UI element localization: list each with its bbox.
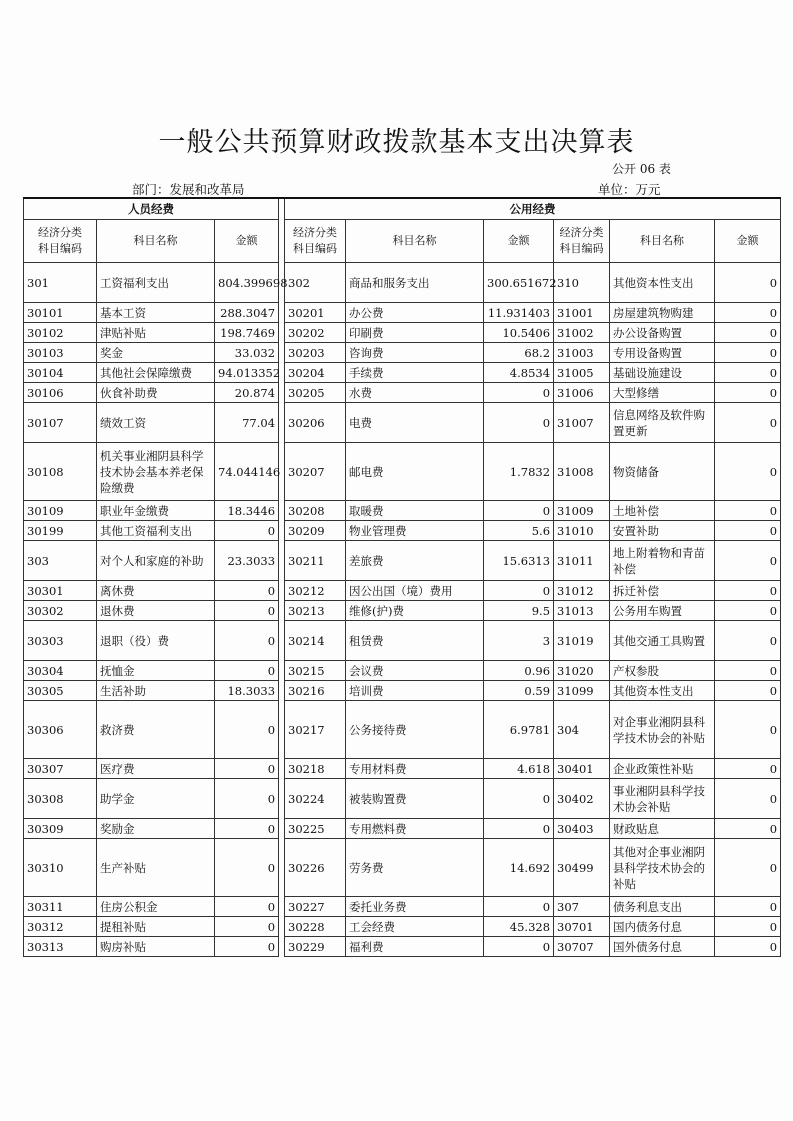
header-amount: 金额 xyxy=(484,220,554,263)
name-cell: 被装购置费 xyxy=(346,779,484,819)
code-cell: 30402 xyxy=(554,779,610,819)
amount-cell: 198.7469 xyxy=(215,323,279,343)
name-cell: 租赁费 xyxy=(346,621,484,661)
code-cell: 30202 xyxy=(285,323,346,343)
code-cell: 30305 xyxy=(24,681,97,701)
table-row xyxy=(24,661,781,681)
code-cell: 31007 xyxy=(554,403,610,443)
name-cell: 救济费 xyxy=(97,701,215,759)
amount-cell: 0 xyxy=(215,601,279,621)
amount-cell: 0 xyxy=(715,263,781,303)
code-cell: 30205 xyxy=(285,383,346,403)
header-name: 科目名称 xyxy=(610,220,715,263)
table-row xyxy=(24,621,781,661)
code-cell: 304 xyxy=(554,701,610,759)
header-amount: 金额 xyxy=(715,220,781,263)
name-cell: 企业政策性补贴 xyxy=(610,759,715,779)
code-cell: 30499 xyxy=(554,839,610,897)
code-cell: 30301 xyxy=(24,581,97,601)
code-cell: 30224 xyxy=(285,779,346,819)
name-cell: 奖金 xyxy=(97,343,215,363)
code-cell: 30213 xyxy=(285,601,346,621)
name-cell: 基本工资 xyxy=(97,303,215,323)
name-cell: 福利费 xyxy=(346,937,484,957)
name-cell: 专用燃料费 xyxy=(346,819,484,839)
name-cell: 邮电费 xyxy=(346,443,484,501)
amount-cell: 0 xyxy=(484,383,554,403)
name-cell: 债务利息支出 xyxy=(610,897,715,917)
table-row xyxy=(24,541,781,581)
name-cell: 水费 xyxy=(346,383,484,403)
code-cell: 30310 xyxy=(24,839,97,897)
amount-cell: 0 xyxy=(484,779,554,819)
table-row xyxy=(24,779,781,819)
amount-cell: 0 xyxy=(715,323,781,343)
amount-cell: 14.692 xyxy=(484,839,554,897)
name-cell: 其他资本性支出 xyxy=(610,263,715,303)
code-cell: 30107 xyxy=(24,403,97,443)
table-row xyxy=(24,263,781,303)
name-cell: 产权参股 xyxy=(610,661,715,681)
amount-cell: 0 xyxy=(215,917,279,937)
name-cell: 其他工资福利支出 xyxy=(97,521,215,541)
name-cell: 医疗费 xyxy=(97,759,215,779)
code-cell: 30109 xyxy=(24,501,97,521)
amount-cell: 0 xyxy=(215,661,279,681)
table-row xyxy=(24,601,781,621)
code-cell: 30229 xyxy=(285,937,346,957)
name-cell: 离休费 xyxy=(97,581,215,601)
code-cell: 31001 xyxy=(554,303,610,323)
name-cell: 专用材料费 xyxy=(346,759,484,779)
name-cell: 对企事业湘阴县科学技术协会的补贴 xyxy=(610,701,715,759)
name-cell: 住房公积金 xyxy=(97,897,215,917)
amount-cell: 804.399698 xyxy=(215,263,279,303)
code-cell: 30307 xyxy=(24,759,97,779)
amount-cell: 300.651672 xyxy=(484,263,554,303)
name-cell: 咨询费 xyxy=(346,343,484,363)
name-cell: 生活补助 xyxy=(97,681,215,701)
table-row xyxy=(24,343,781,363)
name-cell: 办公费 xyxy=(346,303,484,323)
code-cell: 30215 xyxy=(285,661,346,681)
header-amount: 金额 xyxy=(215,220,279,263)
code-cell: 30102 xyxy=(24,323,97,343)
name-cell: 差旅费 xyxy=(346,541,484,581)
code-cell: 31002 xyxy=(554,323,610,343)
table-row xyxy=(24,819,781,839)
amount-cell: 10.5406 xyxy=(484,323,554,343)
amount-cell: 0 xyxy=(715,897,781,917)
name-cell: 大型修缮 xyxy=(610,383,715,403)
name-cell: 安置补助 xyxy=(610,521,715,541)
amount-cell: 0 xyxy=(715,403,781,443)
code-cell: 30226 xyxy=(285,839,346,897)
code-cell: 30106 xyxy=(24,383,97,403)
name-cell: 印刷费 xyxy=(346,323,484,343)
amount-cell: 0 xyxy=(715,661,781,681)
code-cell: 30311 xyxy=(24,897,97,917)
code-cell: 30309 xyxy=(24,819,97,839)
code-cell: 30108 xyxy=(24,443,97,501)
header-name: 科目名称 xyxy=(97,220,215,263)
code-cell: 30302 xyxy=(24,601,97,621)
code-cell: 31099 xyxy=(554,681,610,701)
name-cell: 基础设施建设 xyxy=(610,363,715,383)
name-cell: 事业湘阴县科学技术协会补贴 xyxy=(610,779,715,819)
amount-cell: 45.328 xyxy=(484,917,554,937)
name-cell: 伙食补助费 xyxy=(97,383,215,403)
code-cell: 30214 xyxy=(285,621,346,661)
amount-cell: 0 xyxy=(215,759,279,779)
amount-cell: 0 xyxy=(484,819,554,839)
amount-cell: 18.3033 xyxy=(215,681,279,701)
amount-cell: 20.874 xyxy=(215,383,279,403)
code-cell: 30199 xyxy=(24,521,97,541)
amount-cell: 4.618 xyxy=(484,759,554,779)
name-cell: 培训费 xyxy=(346,681,484,701)
code-cell: 30227 xyxy=(285,897,346,917)
page-title: 一般公共预算财政拨款基本支出决算表 xyxy=(158,127,635,158)
name-cell: 助学金 xyxy=(97,779,215,819)
code-cell: 31011 xyxy=(554,541,610,581)
table-row xyxy=(24,581,781,601)
name-cell: 劳务费 xyxy=(346,839,484,897)
code-cell: 30101 xyxy=(24,303,97,323)
name-cell: 电费 xyxy=(346,403,484,443)
name-cell: 国内债务付息 xyxy=(610,917,715,937)
table-row xyxy=(24,303,781,323)
name-cell: 商品和服务支出 xyxy=(346,263,484,303)
amount-cell: 0 xyxy=(715,621,781,661)
table-row xyxy=(24,443,781,501)
amount-cell: 0 xyxy=(715,759,781,779)
table-row xyxy=(24,839,781,897)
amount-cell: 0 xyxy=(484,937,554,957)
amount-cell: 94.013352 xyxy=(215,363,279,383)
name-cell: 职业年金缴费 xyxy=(97,501,215,521)
name-cell: 其他交通工具购置 xyxy=(610,621,715,661)
name-cell: 会议费 xyxy=(346,661,484,681)
table-row xyxy=(24,383,781,403)
name-cell: 维修(护)费 xyxy=(346,601,484,621)
name-cell: 拆迁补偿 xyxy=(610,581,715,601)
group-personnel: 人员经费 xyxy=(24,198,279,220)
amount-cell: 0 xyxy=(715,581,781,601)
code-cell: 310 xyxy=(554,263,610,303)
amount-cell: 1.7832 xyxy=(484,443,554,501)
name-cell: 机关事业湘阴县科学技术协会基本养老保险缴费 xyxy=(97,443,215,501)
amount-cell: 15.6313 xyxy=(484,541,554,581)
name-cell: 因公出国（境）费用 xyxy=(346,581,484,601)
amount-cell: 0 xyxy=(484,403,554,443)
name-cell: 工会经费 xyxy=(346,917,484,937)
name-cell: 生产补贴 xyxy=(97,839,215,897)
header-name: 科目名称 xyxy=(346,220,484,263)
amount-cell: 23.3033 xyxy=(215,541,279,581)
amount-cell: 0 xyxy=(715,681,781,701)
amount-cell: 74.044146 xyxy=(215,443,279,501)
code-cell: 303 xyxy=(24,541,97,581)
code-cell: 30203 xyxy=(285,343,346,363)
name-cell: 物业管理费 xyxy=(346,521,484,541)
name-cell: 奖励金 xyxy=(97,819,215,839)
amount-cell: 0 xyxy=(715,917,781,937)
amount-cell: 288.3047 xyxy=(215,303,279,323)
code-cell: 30225 xyxy=(285,819,346,839)
code-cell: 30206 xyxy=(285,403,346,443)
code-cell: 30211 xyxy=(285,541,346,581)
name-cell: 津贴补贴 xyxy=(97,323,215,343)
name-cell: 手续费 xyxy=(346,363,484,383)
code-cell: 30218 xyxy=(285,759,346,779)
amount-cell: 0 xyxy=(484,897,554,917)
amount-cell: 0 xyxy=(715,501,781,521)
name-cell: 对个人和家庭的补助 xyxy=(97,541,215,581)
name-cell: 公务用车购置 xyxy=(610,601,715,621)
name-cell: 专用设备购置 xyxy=(610,343,715,363)
name-cell: 其他对企事业湘阴县科学技术协会的补贴 xyxy=(610,839,715,897)
name-cell: 土地补偿 xyxy=(610,501,715,521)
code-cell: 31019 xyxy=(554,621,610,661)
unit-label: 单位：万元 xyxy=(598,182,661,197)
code-cell: 31005 xyxy=(554,363,610,383)
amount-cell: 11.931403 xyxy=(484,303,554,323)
code-cell: 31020 xyxy=(554,661,610,681)
amount-cell: 0 xyxy=(715,303,781,323)
code-cell: 30209 xyxy=(285,521,346,541)
amount-cell: 0 xyxy=(715,601,781,621)
amount-cell: 18.3446 xyxy=(215,501,279,521)
group-public: 公用经费 xyxy=(285,198,781,220)
code-cell: 30212 xyxy=(285,581,346,601)
table-row xyxy=(24,403,781,443)
table-row xyxy=(24,701,781,759)
table-row xyxy=(24,897,781,917)
name-cell: 工资福利支出 xyxy=(97,263,215,303)
amount-cell: 0 xyxy=(215,701,279,759)
amount-cell: 0 xyxy=(715,343,781,363)
table-row xyxy=(24,501,781,521)
amount-cell: 33.032 xyxy=(215,343,279,363)
header-code: 经济分类 科目编码 xyxy=(24,220,97,263)
amount-cell: 6.9781 xyxy=(484,701,554,759)
table-row xyxy=(24,681,781,701)
code-cell: 30208 xyxy=(285,501,346,521)
code-cell: 31006 xyxy=(554,383,610,403)
amount-cell: 68.2 xyxy=(484,343,554,363)
amount-cell: 0 xyxy=(715,937,781,957)
code-cell: 31012 xyxy=(554,581,610,601)
table-row xyxy=(24,363,781,383)
code-cell: 30303 xyxy=(24,621,97,661)
code-cell: 30201 xyxy=(285,303,346,323)
name-cell: 退休费 xyxy=(97,601,215,621)
name-cell: 财政贴息 xyxy=(610,819,715,839)
department-label: 部门：发展和改革局 xyxy=(132,182,245,197)
code-cell: 31013 xyxy=(554,601,610,621)
amount-cell: 0 xyxy=(715,443,781,501)
code-cell: 307 xyxy=(554,897,610,917)
name-cell: 购房补贴 xyxy=(97,937,215,957)
code-cell: 301 xyxy=(24,263,97,303)
code-cell: 30701 xyxy=(554,917,610,937)
code-cell: 30306 xyxy=(24,701,97,759)
amount-cell: 0 xyxy=(715,541,781,581)
amount-cell: 0 xyxy=(215,621,279,661)
code-cell: 30228 xyxy=(285,917,346,937)
amount-cell: 3 xyxy=(484,621,554,661)
amount-cell: 0 xyxy=(215,897,279,917)
code-cell: 31008 xyxy=(554,443,610,501)
amount-cell: 0 xyxy=(715,701,781,759)
code-cell: 30403 xyxy=(554,819,610,839)
code-cell: 30312 xyxy=(24,917,97,937)
code-cell: 30401 xyxy=(554,759,610,779)
expenditure-table xyxy=(23,197,781,957)
amount-cell: 0 xyxy=(215,581,279,601)
code-cell: 30313 xyxy=(24,937,97,957)
name-cell: 退职（役）费 xyxy=(97,621,215,661)
table-row xyxy=(24,521,781,541)
name-cell: 公务接待费 xyxy=(346,701,484,759)
amount-cell: 9.5 xyxy=(484,601,554,621)
amount-cell: 0 xyxy=(715,521,781,541)
code-cell: 30103 xyxy=(24,343,97,363)
amount-cell: 5.6 xyxy=(484,521,554,541)
amount-cell: 0 xyxy=(215,819,279,839)
name-cell: 国外债务付息 xyxy=(610,937,715,957)
table-row xyxy=(24,937,781,957)
name-cell: 办公设备购置 xyxy=(610,323,715,343)
amount-cell: 0.59 xyxy=(484,681,554,701)
name-cell: 物资储备 xyxy=(610,443,715,501)
form-number: 公开 06 表 xyxy=(612,162,671,176)
name-cell: 绩效工资 xyxy=(97,403,215,443)
amount-cell: 0 xyxy=(215,779,279,819)
code-cell: 30216 xyxy=(285,681,346,701)
amount-cell: 4.8534 xyxy=(484,363,554,383)
header-code: 经济分类 科目编码 xyxy=(554,220,610,263)
table-row xyxy=(24,917,781,937)
code-cell: 30204 xyxy=(285,363,346,383)
code-cell: 30104 xyxy=(24,363,97,383)
name-cell: 其他资本性支出 xyxy=(610,681,715,701)
code-cell: 31003 xyxy=(554,343,610,363)
code-cell: 302 xyxy=(285,263,346,303)
table-row xyxy=(24,759,781,779)
code-cell: 30308 xyxy=(24,779,97,819)
name-cell: 委托业务费 xyxy=(346,897,484,917)
header-code: 经济分类 科目编码 xyxy=(285,220,346,263)
name-cell: 房屋建筑物购建 xyxy=(610,303,715,323)
code-cell: 30304 xyxy=(24,661,97,681)
name-cell: 抚恤金 xyxy=(97,661,215,681)
code-cell: 31009 xyxy=(554,501,610,521)
name-cell: 信息网络及软件购置更新 xyxy=(610,403,715,443)
name-cell: 提租补贴 xyxy=(97,917,215,937)
code-cell: 30207 xyxy=(285,443,346,501)
amount-cell: 0 xyxy=(715,839,781,897)
amount-cell: 0 xyxy=(484,581,554,601)
amount-cell: 0 xyxy=(715,363,781,383)
code-cell: 30217 xyxy=(285,701,346,759)
code-cell: 30707 xyxy=(554,937,610,957)
name-cell: 取暖费 xyxy=(346,501,484,521)
name-cell: 地上附着物和青苗补偿 xyxy=(610,541,715,581)
amount-cell: 77.04 xyxy=(215,403,279,443)
amount-cell: 0 xyxy=(215,839,279,897)
amount-cell: 0 xyxy=(484,501,554,521)
amount-cell: 0.96 xyxy=(484,661,554,681)
name-cell: 其他社会保障缴费 xyxy=(97,363,215,383)
amount-cell: 0 xyxy=(715,819,781,839)
amount-cell: 0 xyxy=(215,937,279,957)
table-row xyxy=(24,323,781,343)
amount-cell: 0 xyxy=(215,521,279,541)
amount-cell: 0 xyxy=(715,383,781,403)
code-cell: 31010 xyxy=(554,521,610,541)
amount-cell: 0 xyxy=(715,779,781,819)
